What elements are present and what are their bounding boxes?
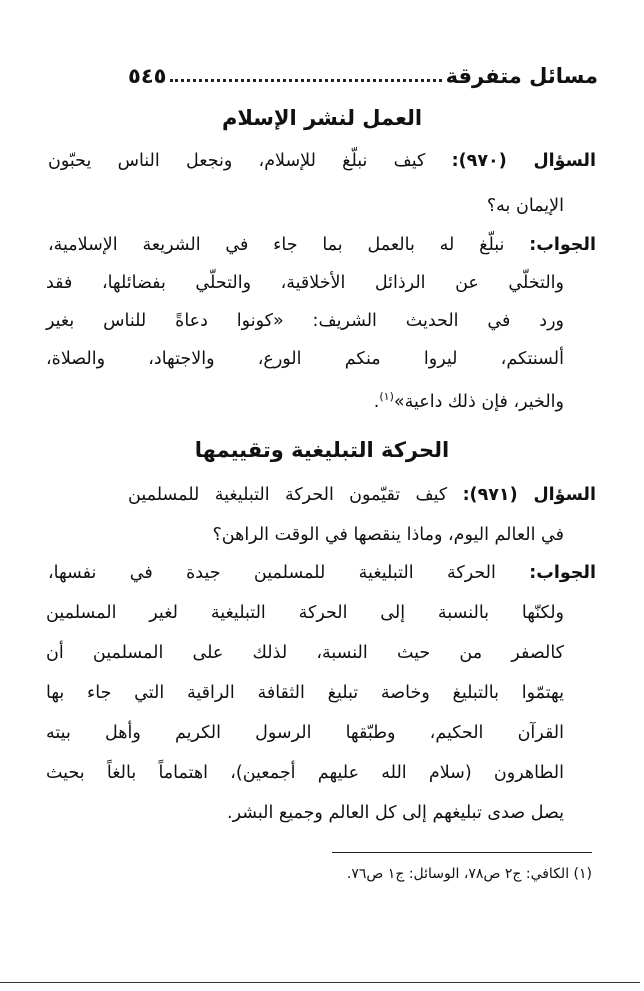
running-header — [128, 58, 598, 88]
question-line — [48, 148, 596, 174]
footnote: (١) الكافي: ج٢ ص٧٨، الوسائل: ج١ ص٧٦. — [346, 866, 592, 882]
answer-line: والتخلّي عن الرذائل الأخلاقية، والتحلّي بفضائلها، فقد — [46, 273, 564, 293]
question-line — [128, 482, 596, 508]
answer-line — [48, 232, 596, 258]
header-dot-leader — [170, 78, 441, 82]
answer-text: . — [373, 391, 380, 412]
question-label: السؤال (٩٧٠): — [451, 151, 596, 171]
answer-text: والخير، فإن ذلك داعية» — [393, 391, 564, 412]
question-line: الإيمان به؟ — [486, 196, 564, 216]
answer-line — [48, 560, 596, 586]
answer-line: يهتمّوا بالتبليغ وخاصة تبليغ الثقافة الراقية التي جاء بها — [46, 683, 564, 703]
header-title: مسائل متفرقة — [445, 64, 598, 88]
question-text: كيف نبلّغ للإسلام، ونجعل الناس يحبّون — [48, 151, 426, 171]
answer-line: القرآن الحكيم، وطبّقها الرسول الكريم وأهل بيته — [46, 723, 564, 743]
answer-line: الطاهرون (سلام الله عليهم أجمعين)، اهتماماً بالغاً بحيث — [46, 763, 564, 783]
page-number: ٥٤٥ — [128, 64, 167, 88]
question-line: في العالم اليوم، وماذا ينقصها في الوقت الراهن؟ — [212, 525, 564, 545]
answer-line: كالصفر من حيث النسبة، لذلك على المسلمين أن — [46, 643, 564, 663]
footnote-marker: (١) — [379, 390, 394, 403]
answer-text: نبلّغ له بالعمل بما جاء في الشريعة الإسلامية، — [48, 235, 505, 255]
answer-line: ألسنتكم، ليروا منكم الورع، والاجتهاد، والصلاة، — [46, 349, 564, 369]
answer-label: الجواب: — [529, 563, 596, 583]
section-heading: العمل لنشر الإسلام — [221, 106, 423, 130]
footnote-divider — [332, 852, 592, 853]
section-heading: الحركة التبليغية وتقييمها — [194, 438, 450, 462]
answer-label: الجواب: — [529, 235, 596, 255]
answer-line: ولكنّها بالنسبة إلى الحركة التبليغية لغير المسلمين — [46, 603, 564, 623]
answer-line: يصل صدى تبليغهم إلى كل العالم وجميع البشر. — [227, 803, 564, 823]
answer-line: ورد في الحديث الشريف: «كونوا دعاةً للناس بغير — [46, 311, 564, 331]
question-text: كيف تقيّمون الحركة التبليغية للمسلمين — [128, 485, 448, 505]
question-label: السؤال (٩٧١): — [462, 485, 596, 505]
answer-text: الحركة التبليغية للمسلمين جيدة في نفسها، — [48, 563, 496, 583]
answer-line — [374, 384, 564, 415]
page-bottom-edge — [0, 982, 640, 983]
